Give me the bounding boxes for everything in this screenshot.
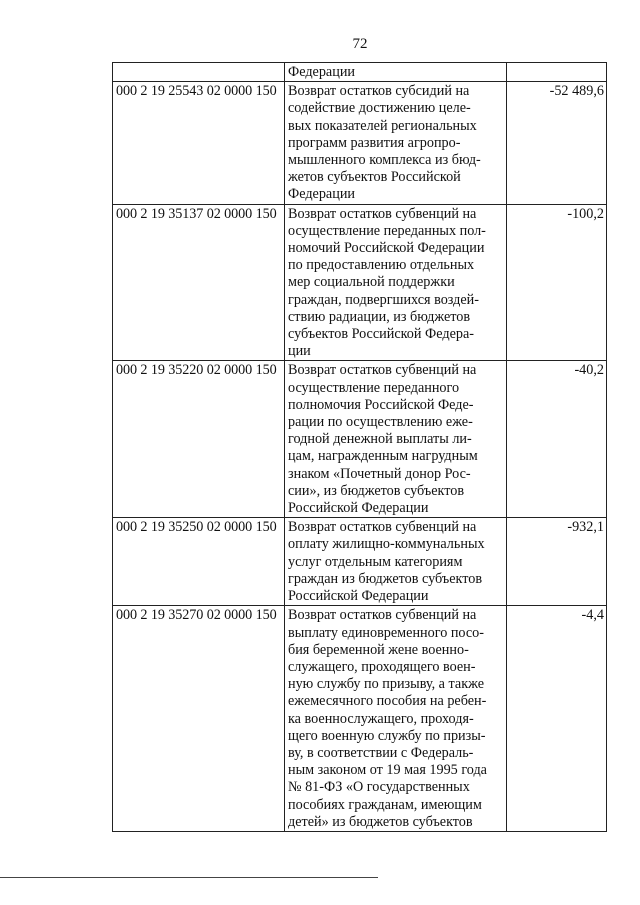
table-row	[113, 82, 607, 204]
description-line: содействие достижению целе-	[288, 100, 471, 117]
description-line: граждан из бюджетов субъектов	[288, 570, 483, 587]
budget-code-cell: 000 2 19 35250 02 0000 150	[113, 518, 285, 606]
description-line: услуг отдельным категориям	[288, 553, 463, 570]
table-row	[113, 518, 607, 606]
amount-cell: -52 489,6	[507, 82, 607, 204]
description-line: полномочия Российской Феде-	[288, 396, 474, 413]
description-line: граждан, подвергшихся воздей-	[288, 291, 479, 308]
description-cell	[285, 606, 507, 832]
description-line: знаком «Почетный донор Рос-	[288, 465, 471, 482]
description-line: осуществление переданных пол-	[288, 222, 486, 239]
amount-cell: -932,1	[507, 518, 607, 606]
description-cell	[285, 82, 507, 204]
description-line: осуществление переданного	[288, 379, 460, 396]
description-line: ствию радиации, из бюджетов	[288, 308, 471, 325]
description-line: годной денежной выплаты ли-	[288, 431, 472, 448]
description-line: Российской Федерации	[288, 500, 429, 517]
table-body	[113, 63, 607, 832]
description-line: Возврат остатков субсидий на	[288, 83, 470, 100]
description-line: щего военную службу по призы-	[288, 727, 486, 744]
description-line: № 81-ФЗ «О государственных	[288, 779, 470, 796]
description-line: Возврат остатков субвенций на	[288, 607, 477, 624]
budget-code-cell: 000 2 19 25543 02 0000 150	[113, 82, 285, 204]
description-line: ежемесячного пособия на ребен-	[288, 693, 487, 710]
description-line: пособиях гражданам, имеющим	[288, 796, 482, 813]
description-line: ции	[288, 343, 311, 360]
description-line: оплату жилищно-коммунальных	[288, 536, 485, 553]
description-cell	[285, 518, 507, 606]
description-line: Федерации	[288, 64, 356, 80]
footer-rule	[0, 877, 378, 878]
description-line: Российской Федерации	[288, 588, 429, 605]
description-line: цам, награжденным нагрудным	[288, 448, 478, 465]
description-line: бия беременной жене военно-	[288, 641, 469, 658]
budget-table	[112, 62, 607, 832]
description-cell	[285, 63, 507, 82]
amount-cell	[507, 63, 607, 82]
amount-cell: -40,2	[507, 361, 607, 518]
description-line: выплату единовременного посо-	[288, 624, 484, 641]
description-line: номочий Российской Федерации	[288, 240, 485, 257]
description-line: Возврат остатков субвенций на	[288, 205, 477, 222]
description-cell	[285, 204, 507, 361]
budget-code-cell: 000 2 19 35270 02 0000 150	[113, 606, 285, 832]
description-line: субъектов Российской Федера-	[288, 326, 474, 343]
description-line: Возврат остатков субвенций на	[288, 519, 477, 536]
description-line: рации по осуществлению еже-	[288, 414, 473, 431]
description-line: сии», из бюджетов субъектов	[288, 482, 465, 499]
description-line: детей» из бюджетов субъектов	[288, 813, 473, 830]
description-line: программ развития агропро-	[288, 134, 461, 151]
description-line: жетов субъектов Российской	[288, 169, 461, 186]
description-line: вых показателей региональных	[288, 117, 477, 134]
budget-code-cell: 000 2 19 35220 02 0000 150	[113, 361, 285, 518]
description-line: Федерации	[288, 186, 356, 203]
description-line: Возврат остатков субвенций на	[288, 362, 477, 379]
page-number: 72	[352, 36, 368, 52]
amount-cell: -100,2	[507, 204, 607, 361]
budget-code-cell: 000 2 19 35137 02 0000 150	[113, 204, 285, 361]
table-row	[113, 606, 607, 832]
table-row	[113, 204, 607, 361]
description-line: по предоставлению отдельных	[288, 257, 475, 274]
description-line: ным законом от 19 мая 1995 года	[288, 762, 487, 779]
description-line: ную службу по призыву, а также	[288, 676, 484, 693]
amount-cell: -4,4	[507, 606, 607, 832]
description-line: мер социальной поддержки	[288, 274, 455, 291]
description-cell	[285, 361, 507, 518]
budget-code-cell	[113, 63, 285, 82]
description-line: ка военнослужащего, проходя-	[288, 710, 474, 727]
table-row	[113, 63, 607, 82]
description-line: служащего, проходящего воен-	[288, 658, 476, 675]
description-line: ву, в соответствии с Федераль-	[288, 744, 474, 761]
description-line: мышленного комплекса из бюд-	[288, 152, 481, 169]
table-row	[113, 361, 607, 518]
